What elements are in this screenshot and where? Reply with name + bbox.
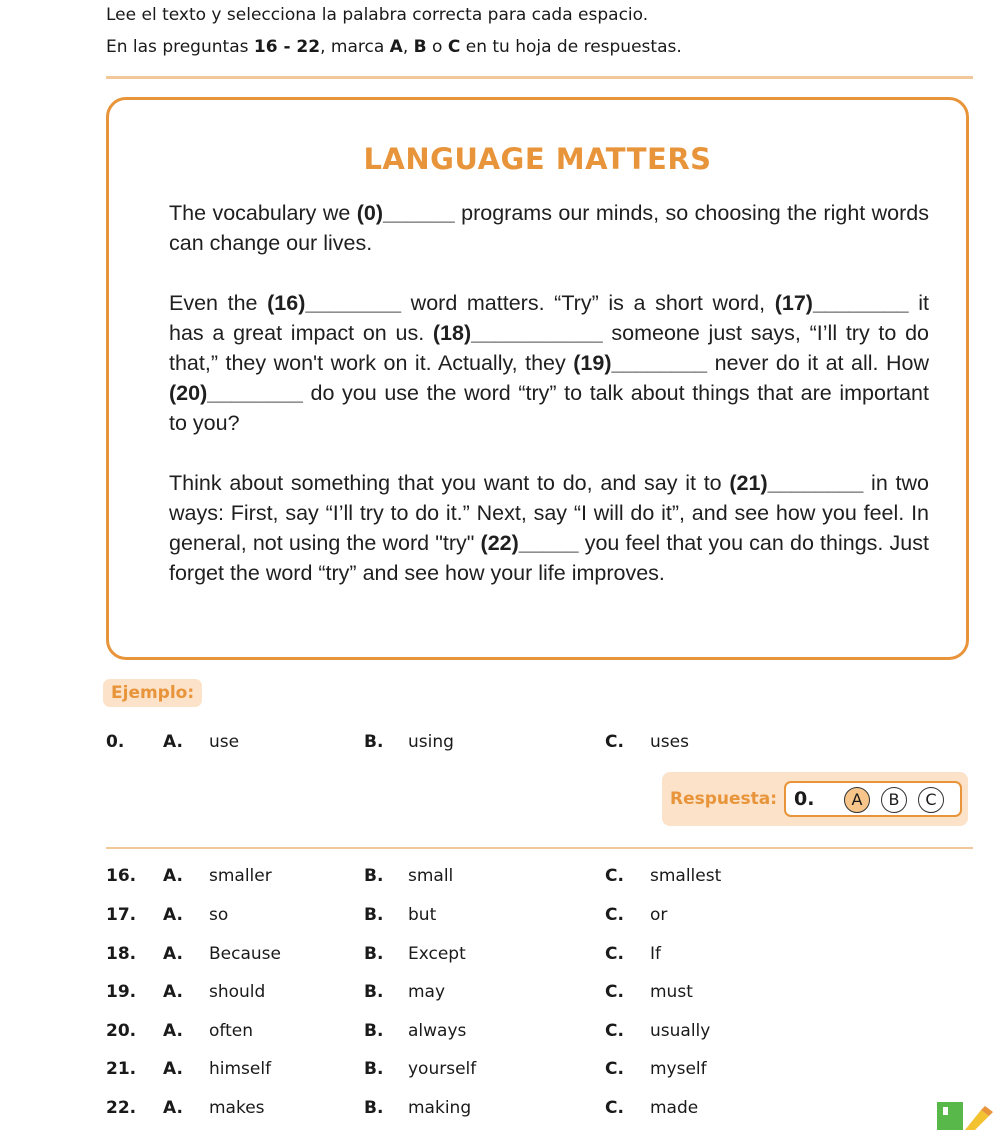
option-c-text[interactable]: must xyxy=(650,982,693,1002)
option-b-text[interactable]: making xyxy=(408,1098,472,1118)
top-divider xyxy=(106,76,973,79)
question-number: 21. xyxy=(106,1059,137,1079)
gap-16-blank: ________ xyxy=(305,291,402,315)
question-row xyxy=(0,1098,1003,1126)
p1-text-1: The vocabulary we xyxy=(169,201,357,225)
gap-19-blank: ________ xyxy=(611,351,708,375)
question-number: 20. xyxy=(106,1021,137,1041)
letter-a: A xyxy=(389,37,403,57)
gap-17-number: (17) xyxy=(774,291,813,315)
question-row xyxy=(0,1021,1003,1049)
option-b-text[interactable]: but xyxy=(408,905,437,925)
option-a-text[interactable]: often xyxy=(209,1021,253,1041)
question-number: 22. xyxy=(106,1098,137,1118)
option-b-text[interactable]: always xyxy=(408,1021,467,1041)
answer-bubble-a[interactable]: A xyxy=(844,787,870,813)
paragraph-1 xyxy=(169,198,929,258)
p2-text-1: Even the xyxy=(169,291,268,315)
option-b-letter: B. xyxy=(364,905,384,925)
option-a-text[interactable]: Because xyxy=(209,944,281,964)
option-a-letter: A. xyxy=(163,1021,183,1041)
option-c-text[interactable]: usually xyxy=(650,1021,711,1041)
option-b-letter: B. xyxy=(364,944,384,964)
gap-20-number: (20) xyxy=(169,381,208,405)
option-b-text[interactable]: yourself xyxy=(408,1059,477,1079)
option-b-letter: B. xyxy=(364,1021,384,1041)
question-number: 19. xyxy=(106,982,137,1002)
p3-text-3: you feel that you can do things. Just forget the word “try” and see how your life improves. xyxy=(169,531,929,585)
p2-text-3: it has a great impact on us. xyxy=(169,291,929,345)
option-c-letter: C. xyxy=(605,1098,624,1118)
question-row xyxy=(0,905,1003,933)
option-a-text[interactable]: himself xyxy=(209,1059,272,1079)
questions-divider xyxy=(106,847,973,849)
gap-22-blank: _____ xyxy=(518,531,579,555)
example-label: Ejemplo: xyxy=(103,679,202,707)
gap-0-blank: ______ xyxy=(383,201,455,225)
passage-title: LANGUAGE MATTERS xyxy=(363,142,712,176)
gap-18-number: (18) xyxy=(432,321,472,345)
option-b-text[interactable]: may xyxy=(408,982,446,1002)
option-c-letter: C. xyxy=(605,1021,624,1041)
option-a-letter: A. xyxy=(163,866,183,886)
example-row xyxy=(0,732,1003,760)
instruction-text-1: Lee el texto y selecciona la palabra correcta para cada espacio. xyxy=(106,5,649,25)
question-row xyxy=(0,866,1003,894)
question-range: 16 - 22 xyxy=(253,37,321,57)
letter-b: B xyxy=(413,37,427,57)
gap-21-blank: ________ xyxy=(767,471,864,495)
instruction-text-2b: , marca xyxy=(320,37,390,57)
answer-number: 0. xyxy=(794,788,815,810)
option-a-text[interactable]: smaller xyxy=(209,866,272,886)
p3-text-1: Think about something that you want to do, and say it to xyxy=(169,471,730,495)
option-a-text: use xyxy=(209,732,240,752)
question-number: 16. xyxy=(106,866,137,886)
option-b-letter: B. xyxy=(364,866,384,886)
option-a-letter: A. xyxy=(163,905,183,925)
instruction-text-2c: en tu hoja de respuestas. xyxy=(460,37,682,57)
p2-text-4: someone just says, “I’ll try to do that,” they won't work on it. Actually, they xyxy=(169,321,929,375)
instruction-comma: , xyxy=(402,37,414,57)
question-number: 17. xyxy=(106,905,137,925)
paragraph-2 xyxy=(169,288,929,438)
option-c-text[interactable]: or xyxy=(650,905,668,925)
p1-text-2: programs our minds, so choosing the right words can change our lives. xyxy=(169,201,929,255)
question-row xyxy=(0,1059,1003,1087)
gap-22-number: (22) xyxy=(480,531,519,555)
option-c-letter: C. xyxy=(605,732,624,752)
option-c-letter: C. xyxy=(605,866,624,886)
gap-18-blank: ___________ xyxy=(471,321,603,345)
gap-19-number: (19) xyxy=(573,351,612,375)
answer-box xyxy=(784,781,962,817)
p2-text-2: word matters. “Try” is a short word, xyxy=(401,291,775,315)
option-c-text[interactable]: made xyxy=(650,1098,699,1118)
option-a-letter: A. xyxy=(163,1098,183,1118)
option-b-letter: B. xyxy=(364,1098,384,1118)
option-b-text[interactable]: small xyxy=(408,866,454,886)
option-a-letter: A. xyxy=(163,732,183,752)
answer-bubble-b[interactable]: B xyxy=(881,787,907,813)
question-number: 18. xyxy=(106,944,137,964)
option-a-letter: A. xyxy=(163,1059,183,1079)
gap-20-blank: ________ xyxy=(207,381,303,405)
option-c-letter: C. xyxy=(605,982,624,1002)
example-answer-panel xyxy=(662,772,968,826)
answer-bubble-c[interactable]: C xyxy=(918,787,944,813)
passage-box xyxy=(106,97,969,660)
paragraph-3 xyxy=(169,468,929,588)
p2-text-5: never do it at all. How xyxy=(707,351,929,375)
option-c-text[interactable]: If xyxy=(650,944,661,964)
option-a-text[interactable]: so xyxy=(209,905,229,925)
instruction-o: o xyxy=(426,37,448,57)
gap-17-blank: ________ xyxy=(812,291,909,315)
pencil-icon xyxy=(935,1098,995,1130)
example-number: 0. xyxy=(106,732,125,752)
option-a-letter: A. xyxy=(163,944,183,964)
gap-21-number: (21) xyxy=(729,471,768,495)
option-b-letter: B. xyxy=(364,732,384,752)
option-c-text: uses xyxy=(650,732,689,752)
question-row xyxy=(0,982,1003,1010)
option-b-letter: B. xyxy=(364,1059,384,1079)
instruction-line-1 xyxy=(106,5,648,25)
gap-16-number: (16) xyxy=(267,291,306,315)
option-a-text[interactable]: makes xyxy=(209,1098,265,1118)
option-b-letter: B. xyxy=(364,982,384,1002)
option-c-letter: C. xyxy=(605,1059,624,1079)
option-c-text[interactable]: smallest xyxy=(650,866,722,886)
option-c-letter: C. xyxy=(605,905,624,925)
gap-0-number: (0) xyxy=(356,201,383,225)
answer-label: Respuesta: xyxy=(670,789,778,809)
p3-text-2: in two ways: First, say “I’ll try to do it.” Next, say “I will do it”, and see how you feel. In general, not using the word "try" xyxy=(169,471,929,555)
instruction-line-2 xyxy=(106,37,682,57)
option-a-text[interactable]: should xyxy=(209,982,266,1002)
instruction-text-2a: En las preguntas xyxy=(106,37,254,57)
p2-text-6: do you use the word “try” to talk about things that are important to you? xyxy=(169,381,929,435)
option-b-text: using xyxy=(408,732,454,752)
option-c-letter: C. xyxy=(605,944,624,964)
letter-c: C xyxy=(447,37,461,57)
option-c-text[interactable]: myself xyxy=(650,1059,707,1079)
option-b-text[interactable]: Except xyxy=(408,944,466,964)
question-row xyxy=(0,944,1003,972)
option-a-letter: A. xyxy=(163,982,183,1002)
